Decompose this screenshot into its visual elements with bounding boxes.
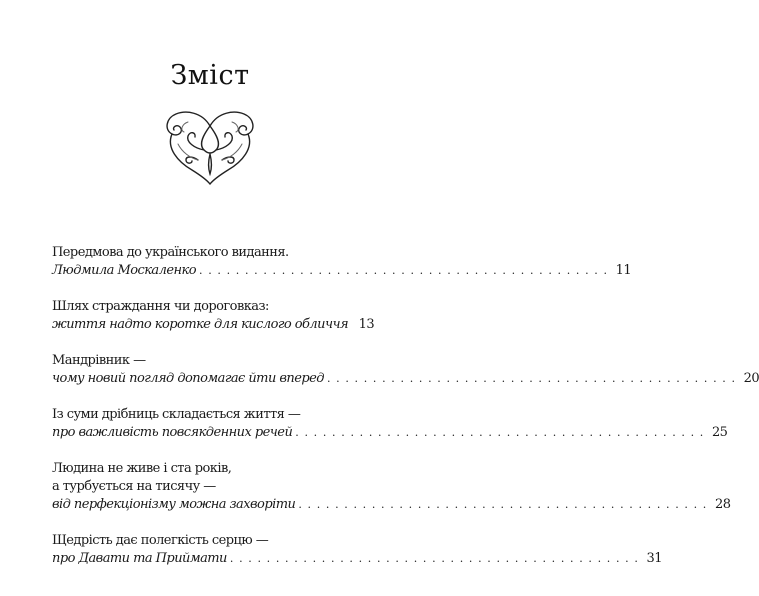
toc-entry[interactable] — [52, 460, 731, 514]
toc-page-number: 13 — [358, 317, 375, 332]
toc-page-number: 28 — [714, 497, 731, 512]
toc-entry[interactable] — [52, 298, 375, 334]
toc-entry-title: Щедрість дає полегкість серцю — — [52, 533, 269, 548]
toc-entry-subtitle: Людмила Москаленко — [52, 263, 196, 278]
toc-page-number: 31 — [646, 551, 662, 566]
table-of-contents — [52, 244, 759, 568]
toc-entry-title: Мандрівник — — [52, 353, 146, 368]
toc-entry[interactable] — [52, 532, 662, 568]
toc-entry-subtitle: від перфекціонізму можна захворіти — [52, 497, 296, 512]
toc-entry-title: Шлях страждання чи дороговказ: — [52, 299, 269, 314]
toc-entry[interactable] — [52, 406, 728, 442]
toc-entry-subtitle: про Давати та Приймати — [52, 551, 227, 566]
heart-scroll-ornament-icon — [158, 104, 262, 186]
toc-entry-subtitle: про важливість повсякденних речей — [52, 425, 293, 440]
toc-page-number: 20 — [743, 371, 759, 386]
dot-leader: . . . . . . . . . . . . . . . . . . . . . . . . . . . . . . . . . . . . . . . . . . . . . — [199, 264, 609, 277]
toc-page-number: 11 — [615, 263, 632, 278]
page-title: Зміст — [170, 60, 250, 91]
dot-leader: . . . . . . . . . . . . . . . . . . . . . . . . . . . . . . . . . . . . . . . . . . . . . — [326, 372, 737, 385]
toc-entry-title-continued: а турбується на тисячу — — [52, 479, 216, 494]
toc-entry[interactable] — [52, 244, 632, 280]
dot-leader: . . . . . . . . . . . . . . . . . . . . . . . . . . . . . . . . . . . . . . . . . . . . . — [229, 552, 639, 565]
toc-entry-subtitle: життя надто коротке для кислого обличчя — [52, 317, 349, 332]
toc-entry-title: Передмова до українського видання. — [52, 245, 289, 260]
toc-entry-title: Із суми дрібниць складається життя — — [52, 407, 301, 422]
dot-leader: . . . . . . . . . . . . . . . . . . . . . . . . . . . . . . . . . . . . . . . . . . . . . — [298, 498, 708, 511]
toc-entry-subtitle: чому новий погляд допомагає йти вперед — [52, 371, 324, 386]
toc-page-number: 25 — [711, 425, 728, 440]
dot-leader: . . . . . . . . . . . . . . . . . . . . . . . . . . . . . . . . . . . . . . . . . . . . . — [295, 426, 705, 439]
toc-entry[interactable] — [52, 352, 759, 388]
toc-entry-title: Людина не живе і ста років, — [52, 461, 232, 476]
